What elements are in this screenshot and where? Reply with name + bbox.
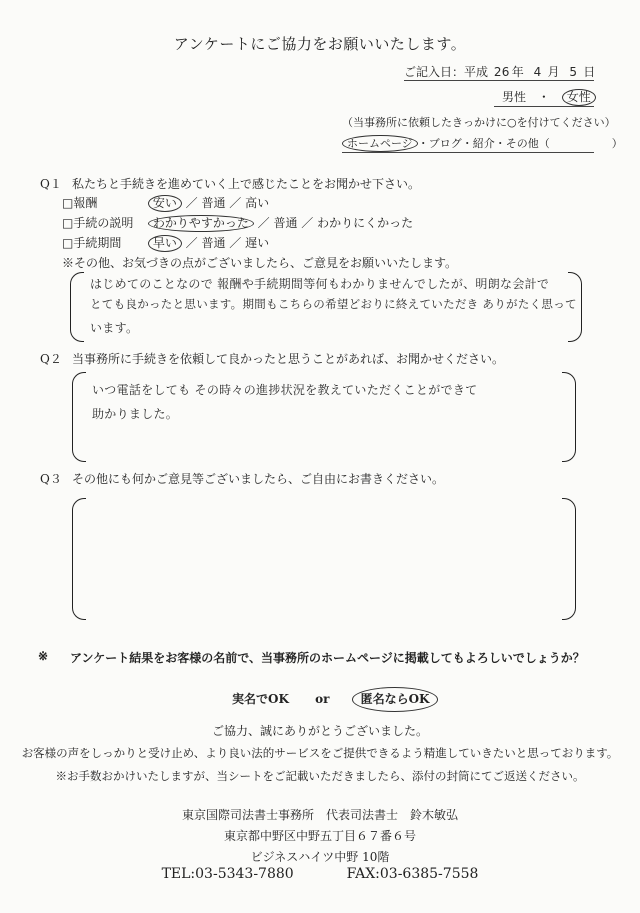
publish-question: アンケート結果をお客様の名前で、当事務所のホームページに掲載してもよろしいでしょうか？ <box>70 651 585 665</box>
q2-answer-box[interactable] <box>72 372 576 462</box>
explanation-clear-circled[interactable]: わかりやすかった <box>148 215 254 232</box>
date-line <box>404 63 595 80</box>
q1-row-explanation-name: □手続の説明 <box>62 216 134 230</box>
trigger-options <box>342 135 623 152</box>
footer-tel: TEL:03-5343-7880 <box>161 866 294 882</box>
closing-return-note: ※お手数おかけいたしますが、当シートをご記載いただきましたら、添付の封筒にてご返送ください。 <box>55 769 585 783</box>
q1-other-prompt: ※その他、お気づきの点がございましたら、ご意見をお願いいたします。 <box>62 256 458 270</box>
q3-answer-box-right-bracket <box>562 498 576 620</box>
gender-line <box>502 88 596 106</box>
q1-answer-line-1: はじめてのことなので 報酬や手続期間等何もわかりませんでしたが、明朗な会計で <box>90 277 550 291</box>
q1-label: Q１ <box>40 177 62 191</box>
q2-answer-box-right-bracket <box>562 372 576 462</box>
date-month-unit: 月 <box>547 65 560 79</box>
period-fast-circled[interactable]: 早い <box>148 235 182 252</box>
gender-separator: ・ <box>537 90 550 104</box>
explanation-other-options: ／ 普通 ／ わかりにくかった <box>257 216 414 230</box>
trigger-homepage-circled[interactable]: ホームページ <box>342 135 418 152</box>
footer-contact <box>0 866 640 882</box>
gender-male[interactable]: 男性 <box>502 90 527 104</box>
q2-label: Q２ <box>40 352 62 366</box>
option-anonymous-circled[interactable]: 匿名ならOK <box>352 687 439 712</box>
q3-answer-box-left-bracket <box>72 498 86 620</box>
q2-answer-box-left-bracket <box>72 372 86 462</box>
closing-message: お客様の声をしっかりと受け止め、より良い法的サービスをご提供できるよう精進していきたいと思っております。 <box>21 746 619 760</box>
trigger-note: （当事務所に依頼したきっかけに○を付けてください） <box>342 116 616 129</box>
q1-row-period-name: □手続期間 <box>62 236 122 250</box>
q3-answer-box[interactable] <box>72 498 576 620</box>
footer-address: 東京都中野区中野五丁目６７番６号 <box>223 829 416 843</box>
date-underline <box>404 80 594 81</box>
q1-row-fee-name: □報酬 <box>62 196 98 210</box>
closing-thanks: ご協力、誠にありがとうございました。 <box>211 724 428 738</box>
date-year-unit: 年 <box>511 65 524 79</box>
date-day-unit: 日 <box>583 65 596 79</box>
fee-other-options: ／ 普通 ／ 高い <box>185 196 270 210</box>
q1-row-period <box>62 234 269 252</box>
q1-row-fee <box>62 194 269 212</box>
option-real-name[interactable]: 実名でOK <box>232 692 289 706</box>
publish-options <box>232 687 438 712</box>
q1-answer-line-3: います。 <box>90 321 139 335</box>
page-title: アンケートにご協力をお願いいたします。 <box>173 35 467 53</box>
gender-underline <box>494 106 594 107</box>
q1-answer-box-left-bracket <box>70 272 84 342</box>
publish-mark: ※ <box>38 649 49 663</box>
footer-building: ビジネスハイツ中野 10階 <box>250 850 390 864</box>
q1-row-explanation <box>62 214 413 232</box>
gender-female-circled[interactable]: 女性 <box>562 89 596 106</box>
date-month: 4 <box>533 65 542 79</box>
trigger-close: ） <box>611 137 623 150</box>
q3-question: その他にも何かご意見等ございましたら、ご自由にお書きください。 <box>72 472 445 486</box>
q1-question: 私たちと手続きを進めていく上で感じたことをお聞かせ下さい。 <box>72 177 421 191</box>
footer-fax: FAX:03-6385-7558 <box>346 866 479 882</box>
q2-answer-line-1: いつ電話をしても その時々の進捗状況を教えていただくことができて <box>92 383 478 397</box>
footer-office: 東京国際司法書士事務所 代表司法書士 鈴木敏弘 <box>181 808 458 822</box>
fee-cheap-circled[interactable]: 安い <box>148 195 182 212</box>
q1-answer-line-2: とても良かったと思います。期間もこちらの希望どおりに終えていただき ありがたく思って <box>90 297 577 311</box>
q2-answer-line-2: 助かりました。 <box>92 407 179 421</box>
date-year: 26 <box>493 65 510 79</box>
q2-question: 当事務所に手続きを依頼して良かったと思うことがあれば、お聞かせください。 <box>72 352 505 366</box>
option-or: or <box>315 692 330 706</box>
trigger-other-options: ・ブログ・紹介・その他（ <box>417 137 550 150</box>
q3-label: Q３ <box>40 472 62 486</box>
period-other-options: ／ 普通 ／ 遅い <box>185 236 270 250</box>
q1-answer-box[interactable] <box>70 272 582 342</box>
date-label: ご記入日：平成 <box>404 65 489 79</box>
date-day: 5 <box>569 65 578 79</box>
trigger-underline <box>342 152 594 153</box>
